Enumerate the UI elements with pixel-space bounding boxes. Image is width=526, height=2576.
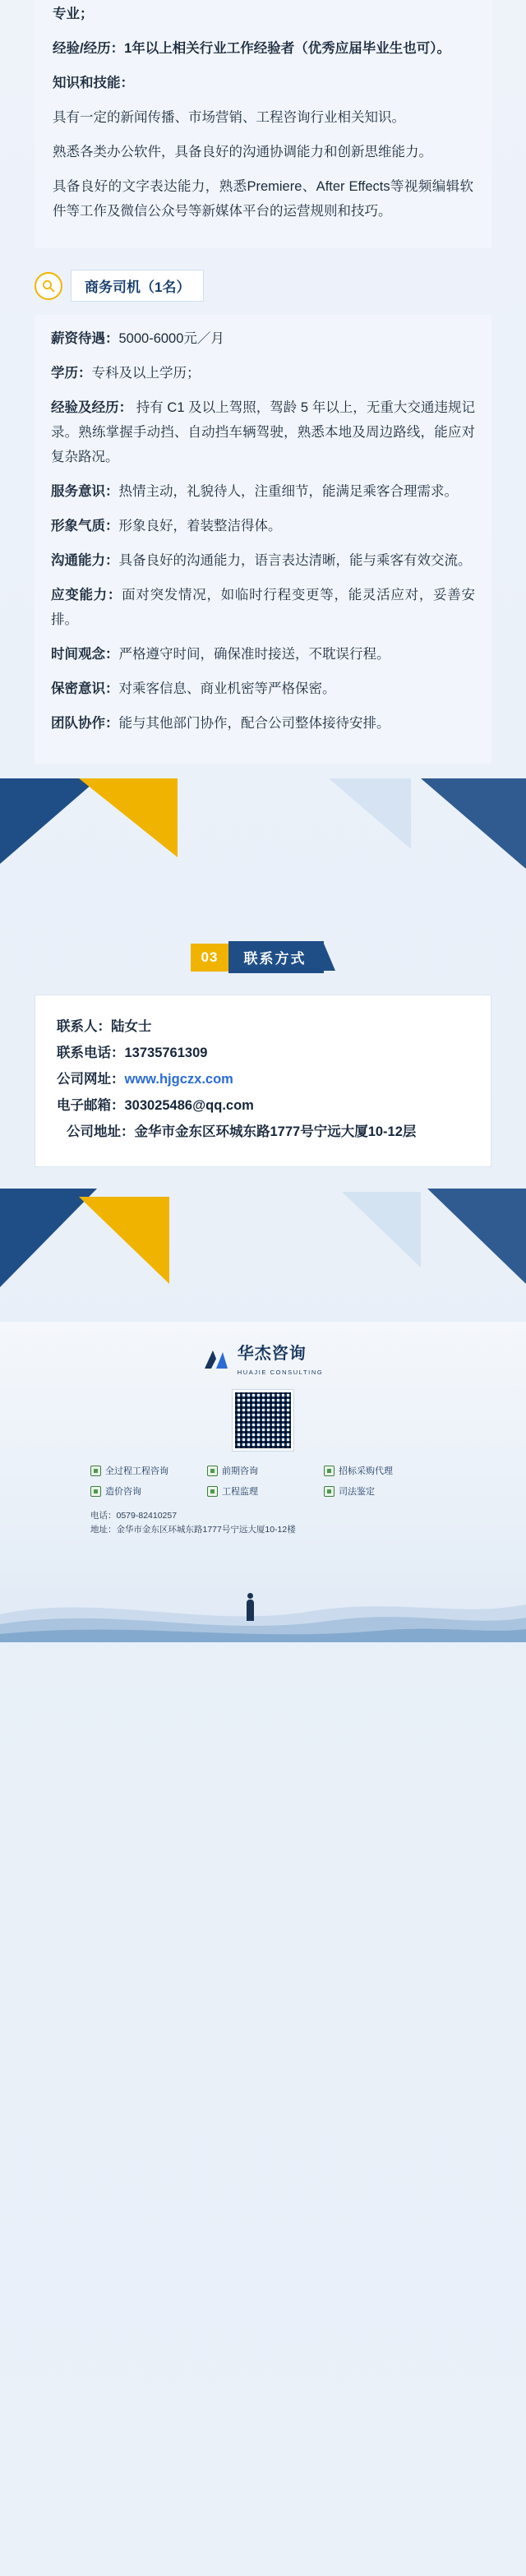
- job-item-text: 对乘客信息、商业机密等严格保密。: [118, 681, 336, 696]
- decorative-triangles-top: [0, 778, 526, 877]
- footer-meta: [90, 1509, 436, 1537]
- job-item: [51, 676, 475, 701]
- services-grid: [90, 1464, 436, 1498]
- section-header-contact: [0, 941, 526, 973]
- footer: [0, 1322, 526, 1642]
- job-item-label: 团队协作：: [51, 716, 119, 731]
- section-number: 03: [191, 944, 229, 972]
- contact-label: 联系电话：: [57, 1046, 125, 1060]
- contact-label: 公司地址：: [67, 1124, 135, 1139]
- contact-card: [35, 995, 491, 1167]
- job-item: [51, 395, 475, 469]
- requirement-paragraph: 具备良好的文字表达能力，熟悉Premiere、After Effects等视频编辑软件等工作及微信公众号等新媒体平台的运营规则和技巧。: [53, 179, 473, 219]
- email-value[interactable]: 303025486@qq.com: [124, 1098, 254, 1113]
- job-item: [51, 583, 475, 632]
- job-item-text: 热情主动，礼貌待人，注重细节，能满足乘客合理需求。: [118, 484, 458, 499]
- company-logo: [0, 1340, 526, 1378]
- decorative-triangles-bottom: [0, 1182, 526, 1297]
- logo-name-cn: 华杰咨询: [237, 1345, 307, 1363]
- job-item: [51, 711, 475, 736]
- service-label: 全过程工程咨询: [105, 1466, 168, 1476]
- job-item-text: 5000-6000元／月: [118, 331, 224, 346]
- person-silhouette: [247, 1600, 254, 1621]
- job-item: [51, 548, 475, 573]
- job-item: [51, 361, 475, 385]
- search-icon: [35, 272, 62, 300]
- contact-label: 公司网址：: [57, 1072, 125, 1087]
- requirements-block: [35, 0, 491, 248]
- job-item: [51, 514, 475, 538]
- job-item: [51, 642, 475, 667]
- section-slash-decor: [324, 944, 335, 971]
- job-item-label: 沟通能力：: [51, 553, 119, 568]
- job-item-text: 具备良好的沟通能力，语言表达清晰，能与乘客有效交流。: [118, 553, 472, 568]
- check-icon: [207, 1466, 218, 1476]
- check-icon: [324, 1466, 335, 1476]
- contact-row-website: [57, 1066, 469, 1092]
- job-item-text: 面对突发情况，如临时行程变更等，能灵活应对，妥善安排。: [51, 588, 476, 627]
- job-item-text: 专科及以上学历；: [91, 366, 201, 381]
- check-icon: [90, 1466, 101, 1476]
- service-item: [90, 1484, 202, 1498]
- service-label: 前期咨询: [222, 1466, 258, 1476]
- contact-row-address: [57, 1119, 469, 1145]
- job-item: [51, 326, 475, 351]
- service-label: 工程监理: [222, 1487, 258, 1497]
- contact-value: 陆女士: [111, 1019, 152, 1034]
- job-item-label: 学历：: [51, 366, 92, 381]
- website-link[interactable]: www.hjgczx.com: [124, 1072, 233, 1087]
- logo-mark-icon: [203, 1347, 231, 1372]
- job-item-label: 服务意识：: [51, 484, 119, 499]
- job-item-text: 形象良好，着装整洁得体。: [118, 519, 282, 533]
- check-icon: [207, 1486, 218, 1497]
- contact-row-email: [57, 1092, 469, 1119]
- footer-address: 地址：金华市金东区环城东路1777号宁远大厦10-12楼: [90, 1525, 296, 1535]
- job-item-label: 薪资待遇：: [51, 331, 119, 346]
- job-item-text: 能与其他部门协作，配合公司整体接待安排。: [118, 716, 390, 731]
- job-item-label: 应变能力：: [51, 588, 122, 602]
- service-item: [207, 1464, 319, 1477]
- job-item-label: 形象气质：: [51, 519, 119, 533]
- requirement-paragraph: 专业；: [53, 7, 94, 21]
- logo-text: [238, 1340, 324, 1378]
- section-title: 联系方式: [228, 941, 324, 973]
- footer-phone: 电话：0579-82410257: [90, 1511, 178, 1521]
- contact-row-person: [57, 1013, 469, 1040]
- contact-row-phone: [57, 1040, 469, 1066]
- job-item-label: 经验及经历：: [51, 400, 133, 415]
- service-item: [324, 1464, 436, 1477]
- check-icon: [90, 1486, 101, 1497]
- contact-value: 金华市金东区环城东路1777号宁远大厦10-12层: [134, 1124, 417, 1139]
- contact-label: 电子邮箱：: [57, 1098, 125, 1113]
- check-icon: [324, 1486, 335, 1497]
- contact-label: 联系人：: [57, 1019, 111, 1034]
- job-item-text: 持有 C1 及以上驾照，驾龄 5 年以上，无重大交通违规记录。熟练掌握手动挡、自动挡车辆驾驶，熟悉本地及周边路线，能应对复杂路况。: [51, 400, 475, 464]
- job-item-label: 保密意识：: [51, 681, 119, 696]
- service-item: [324, 1484, 436, 1498]
- service-item: [207, 1484, 319, 1498]
- contact-value[interactable]: 13735761309: [124, 1046, 208, 1060]
- job-detail-card: [35, 315, 491, 764]
- service-item: [90, 1464, 202, 1477]
- service-label: 司法鉴定: [339, 1487, 375, 1497]
- requirement-paragraph: 具有一定的新闻传播、市场营销、工程咨询行业相关知识。: [53, 110, 405, 125]
- job-heading: [35, 270, 491, 302]
- service-label: 造价咨询: [105, 1487, 141, 1497]
- requirement-paragraph: 熟悉各类办公软件，具备良好的沟通协调能力和创新思维能力。: [53, 145, 432, 159]
- qr-code[interactable]: [233, 1390, 293, 1451]
- service-label: 招标采购代理: [339, 1466, 393, 1476]
- job-title: 商务司机（1名）: [71, 270, 204, 302]
- job-item-label: 时间观念：: [51, 647, 119, 662]
- job-item-text: 严格遵守时间，确保准时接送，不耽误行程。: [118, 647, 390, 662]
- job-item: [51, 479, 475, 504]
- requirement-paragraph: 知识和技能：: [53, 76, 134, 90]
- requirement-paragraph: 经验/经历：1年以上相关行业工作经验者（优秀应届毕业生也可）。: [53, 41, 451, 56]
- footer-artwork: [0, 1544, 526, 1642]
- logo-name-en: HUAJIE CONSULTING: [237, 1369, 324, 1376]
